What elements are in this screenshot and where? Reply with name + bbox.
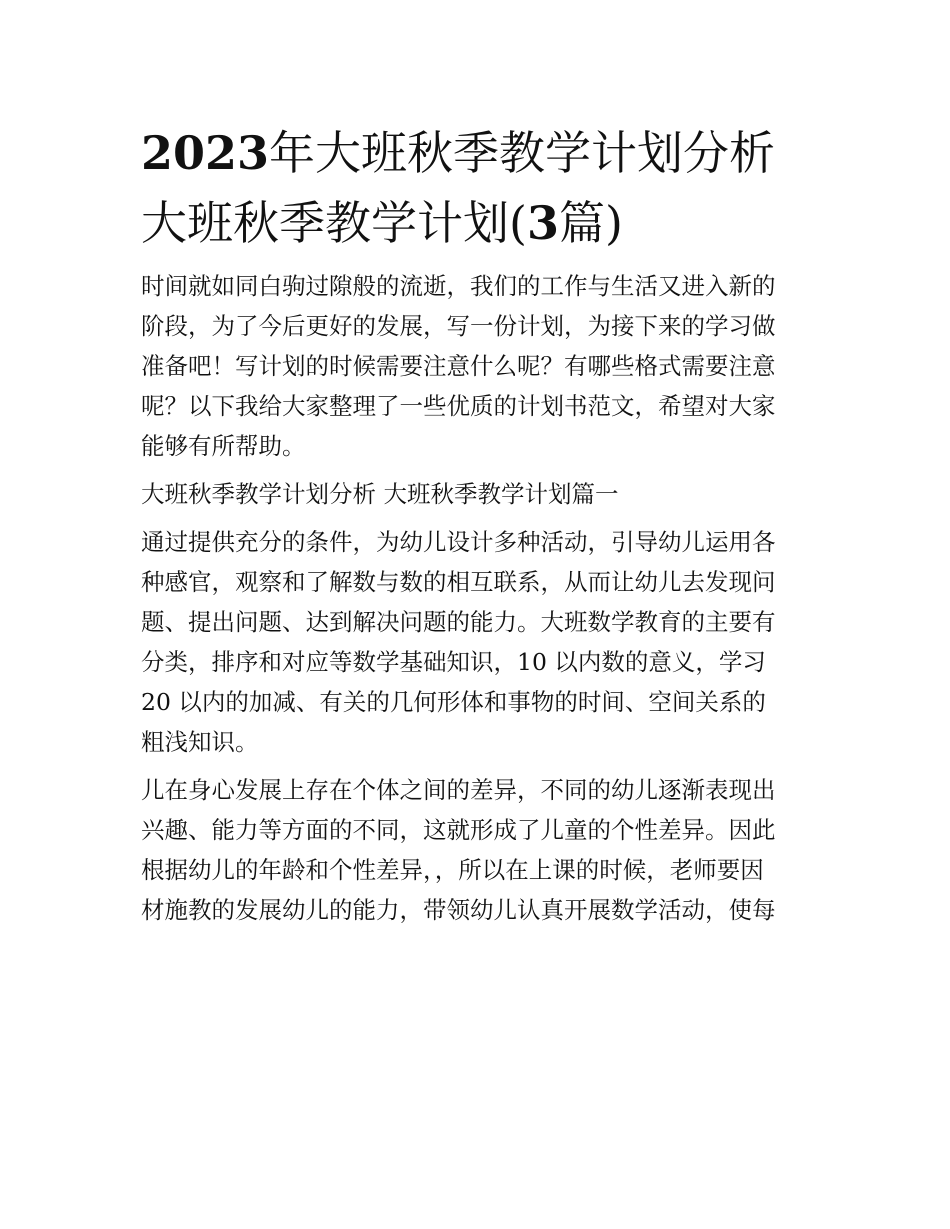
section-heading — [141, 474, 813, 514]
title-line-1 — [141, 118, 813, 188]
text-line: 20 以内的加减、有关的几何形体和事物的时间、空间关系的 — [141, 688, 766, 716]
text-line: 材施教的发展幼儿的能力，带领幼儿认真开展数学活动，使每 — [141, 896, 776, 924]
text-line: 儿在身心发展上存在个体之间的差异，不同的幼儿逐渐表现出 — [141, 776, 776, 804]
text-line: 分类，排序和对应等数学基础知识，10 以内数的意义，学习 — [141, 648, 766, 676]
title-year: 2023 — [141, 126, 270, 180]
text-line: 阶段，为了今后更好的发展，写一份计划，为接下来的学习做 — [141, 312, 776, 340]
text-line: 大班秋季教学计划分析 大班秋季教学计划篇一 — [141, 480, 619, 508]
text-line: 种感官，观察和了解数与数的相互联系，从而让幼儿去发现问 — [141, 568, 776, 596]
text-line: 呢？以下我给大家整理了一些优质的计划书范文，希望对大家 — [141, 392, 776, 420]
title-line-1-text: 年大班秋季教学计划分析 — [269, 126, 776, 180]
title-line-2-end: 篇) — [558, 196, 623, 250]
title-line-2-text: 大班秋季教学计划( — [141, 196, 527, 250]
title-line-2 — [141, 188, 813, 258]
text-line: 时间就如同白驹过隙般的流逝，我们的工作与生活又进入新的 — [141, 272, 776, 300]
text-line: 通过提供充分的条件，为幼儿设计多种活动，引导幼儿运用各 — [141, 528, 776, 556]
text-line: 能够有所帮助。 — [141, 432, 306, 460]
text-line: 兴趣、能力等方面的不同，这就形成了儿童的个性差异。因此 — [141, 816, 776, 844]
title-count: 3 — [526, 196, 559, 250]
intro-paragraph — [141, 266, 813, 466]
document-body — [141, 266, 813, 930]
text-line: 粗浅知识。 — [141, 728, 259, 756]
body-paragraph — [141, 770, 813, 930]
body-paragraph — [141, 522, 813, 762]
text-line: 题、提出问题、达到解决问题的能力。大班数学教育的主要有 — [141, 608, 776, 636]
document-title — [141, 118, 813, 258]
document-page — [141, 118, 813, 938]
text-line: 根据幼儿的年龄和个性差异，，所以在上课的时候，老师要因 — [141, 856, 764, 884]
text-line: 准备吧！写计划的时候需要注意什么呢？有哪些格式需要注意 — [141, 352, 776, 380]
